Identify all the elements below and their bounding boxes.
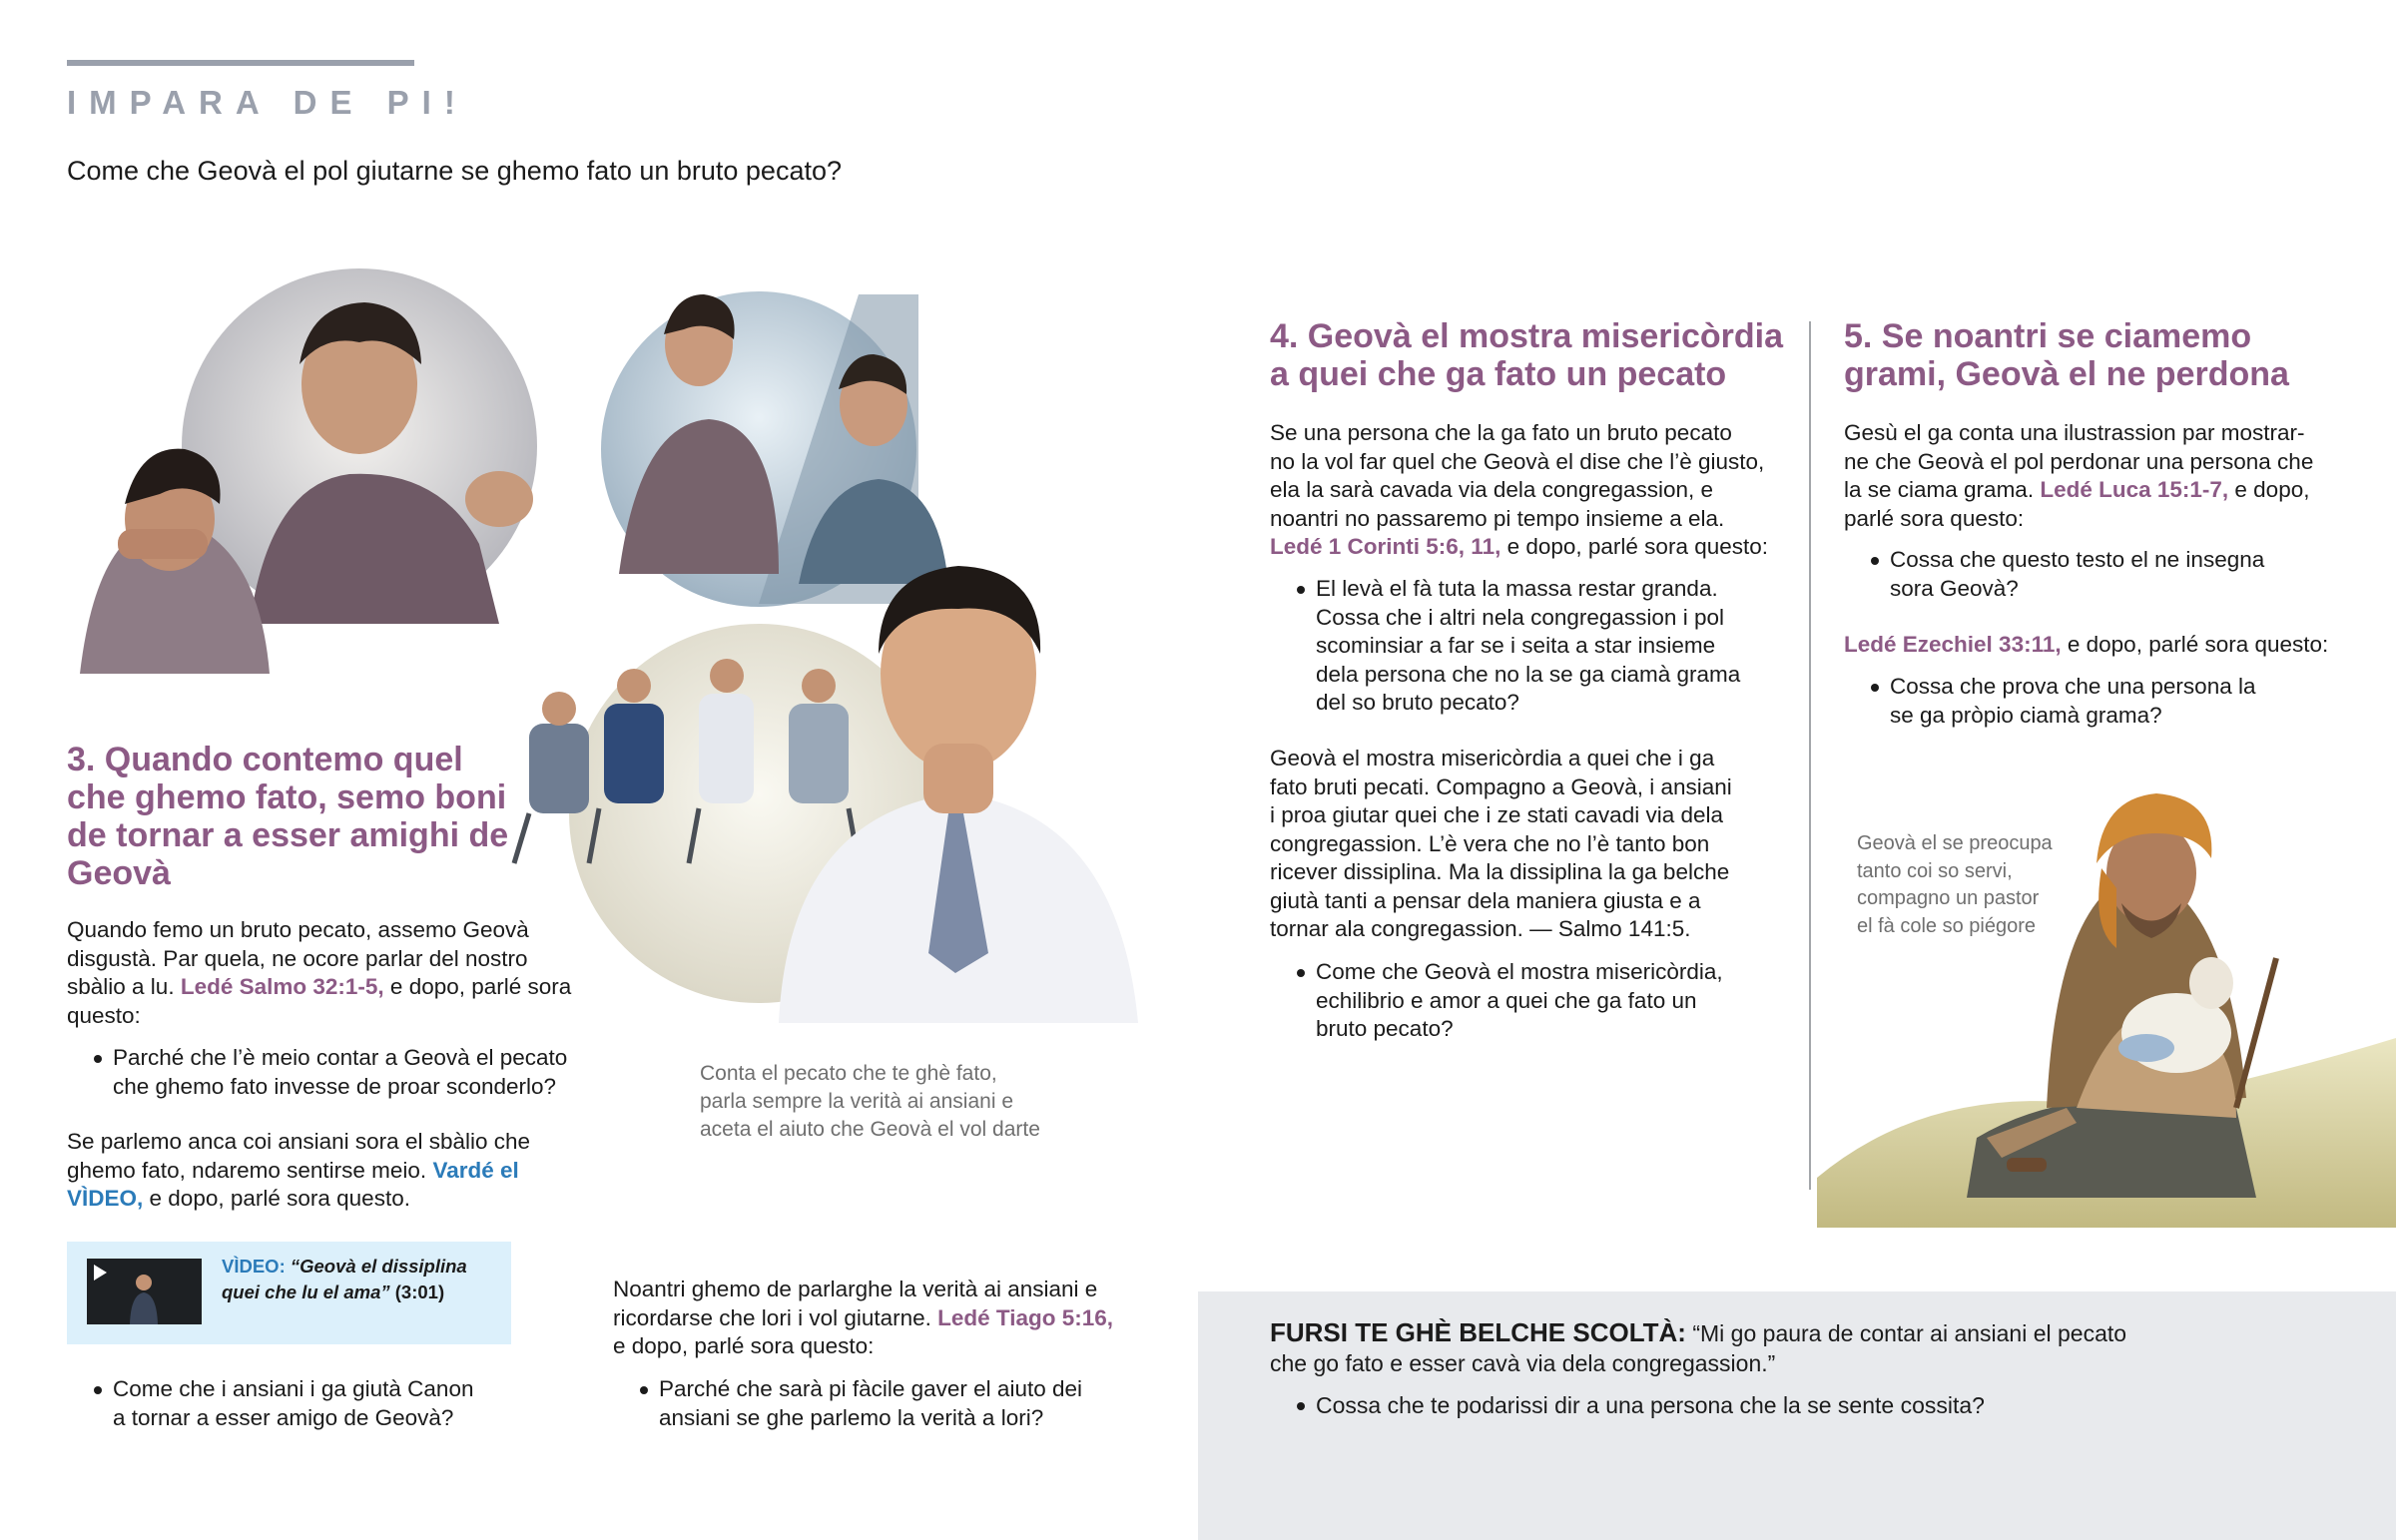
video-card[interactable] — [67, 1242, 511, 1344]
list-item: Come che i ansiani i ga giutà Canon a tornar a esser amigo de Geovà? — [67, 1375, 606, 1432]
video-thumbnail[interactable] — [87, 1259, 202, 1324]
section3-paragraph-1: Quando femo un bruto pecato, assemo Geovà disgustà. Par quela, ne ocore parlar del nostro sbàlio a lu. Ledé Salmo 32:1-5, e dopo, parlé sora questo: — [67, 917, 572, 1028]
scripture-reference[interactable]: Ledé 1 Corinti 5:6, 11, — [1270, 534, 1501, 559]
list-item: Come che Geovà el mostra misericòrdia, echilibrio e amor a quei che ga fato un bruto pecato? — [1270, 958, 1789, 1044]
video-link[interactable]: Vardé el — [432, 1157, 519, 1183]
section3-paragraph-2: Se parlemo anca coi ansiani sora el sbàlio che ghemo fato, ndaremo sentirse meio. Vardé el VÌDEO, e dopo, parlé sora questo. — [67, 1129, 531, 1211]
play-icon[interactable] — [94, 1265, 107, 1281]
section3-question-3 — [613, 1375, 1172, 1432]
list-item: Parché che l’è meio contar a Geovà el pecato che ghemo fato invesse de proar sconderlo? — [67, 1044, 606, 1101]
section4-question-2 — [1270, 958, 1789, 1044]
discussion-box-question — [1270, 1391, 2268, 1420]
scripture-reference[interactable]: Ledé Luca 15:1-7, — [2040, 477, 2229, 502]
list-item: El levà el fà tuta la massa restar granda. Cossa che i altri nela congregassion i pol scominsiar a far se i seita a star insieme dela persona che no la se ga ciamà grama del so bruto pecato? — [1270, 575, 1789, 718]
scripture-reference[interactable]: Ledé Ezechiel 33:11, — [1844, 632, 2062, 657]
header-rule — [67, 60, 414, 66]
section5-title: 5. Se noantri se ciamemo grami, Geovà el ne perdona — [1844, 317, 2289, 393]
section3-paragraph-3: Noantri ghemo de parlarghe la verità ai ansiani e ricordarse che lori i vol giutarne. Ledé Tiago 5:16, e dopo, parlé sora questo: — [613, 1277, 1114, 1358]
section3-question-2 — [67, 1375, 606, 1432]
image-caption-confession: Conta el pecato che te ghè fato, parla sempre la verità ai ansiani e aceta el aiuto che Geovà el vol darte — [700, 1062, 1040, 1141]
list-item: Cossa che questo testo el ne insegna sora Geovà? — [1844, 546, 2383, 603]
list-item: Cossa che prova che una persona la se ga pròpio ciamà grama? — [1844, 673, 2383, 730]
scripture-reference[interactable]: Ledé Salmo 32:1-5, — [180, 974, 384, 999]
video-link-cont[interactable]: VÌDEO, — [67, 1186, 144, 1211]
video-caption[interactable]: VÌDEO: “Geovà el dissiplina quei che lu el ama” (3:01) — [222, 1256, 467, 1302]
section4-paragraph-2: Geovà el mostra misericòrdia a quei che i ga fato bruti pecati. Compagno a Geovà, i ansiani i proa giutar quei che i ze stati cavadi via dela congregassion. L’è vera che no l’è tanto bon ricever dissiplina. Ma la dissiplina la ga belche giutà tanti a pensar dela maniera giusta e a tornar ala congregassion. — Salmo 141:5. — [1270, 746, 1732, 941]
column-divider — [1809, 321, 1811, 1190]
section5-paragraph-1: Gesù el ga conta una ilustrassion par mostrar- ne che Geovà el pol perdonar una persona che la se ciama grama. Ledé Luca 15:1-7, e dopo, parlé sora questo: — [1844, 420, 2314, 531]
section-kicker: IMPARA DE PI! — [67, 84, 468, 121]
image-caption-shepherd: Geovà el se preocupa tanto coi so servi, compagno un pastor el fà cole so piégore — [1857, 832, 2053, 937]
section5-question-1 — [1844, 546, 2383, 603]
discussion-box-lead: FURSI TE GHÈ BELCHE SCOLTÀ: — [1270, 1317, 1686, 1347]
section4-question-1 — [1270, 575, 1789, 718]
scripture-reference[interactable]: Ledé Tiago 5:16, — [937, 1304, 1114, 1330]
lead-question: Come che Geovà el pol giutarne se ghemo fato un bruto pecato? — [67, 156, 842, 186]
section3-title: 3. Quando contemo quel che ghemo fato, semo boni de tornar a esser amighi de Geovà — [67, 741, 509, 892]
illustration-confession — [60, 255, 1158, 1023]
section3-question-1 — [67, 1044, 606, 1101]
section4-paragraph-1: Se una persona che la ga fato un bruto pecato no la vol far quel che Geovà el dise che l’è giusto, ela la sarà cavada via dela congregassion, e noantri no passaremo pi tempo insieme a ela. Ledé 1 Corinti 5:6, 11, e dopo, parlé sora questo: — [1270, 420, 1769, 559]
list-item: Parché che sarà pi fàcile gaver el aiuto dei ansiani se ghe parlemo la verità a lori? — [613, 1375, 1172, 1432]
section5-question-2 — [1844, 673, 2383, 730]
discussion-box-text: FURSI TE GHÈ BELCHE SCOLTÀ: “Mi go paura de contar ai ansiani el pecato che go fato e esser cavà via dela congregassion.” — [1270, 1317, 2127, 1376]
section4-title: 4. Geovà el mostra misericòrdia a quei che ga fato un pecato — [1270, 317, 1784, 393]
speaker-figure — [127, 1271, 161, 1324]
section5-paragraph-2: Ledé Ezechiel 33:11, e dopo, parlé sora questo: — [1844, 632, 2329, 657]
list-item: Cossa che te podarissi dir a una persona che la se sente cossita? — [1270, 1391, 2268, 1420]
